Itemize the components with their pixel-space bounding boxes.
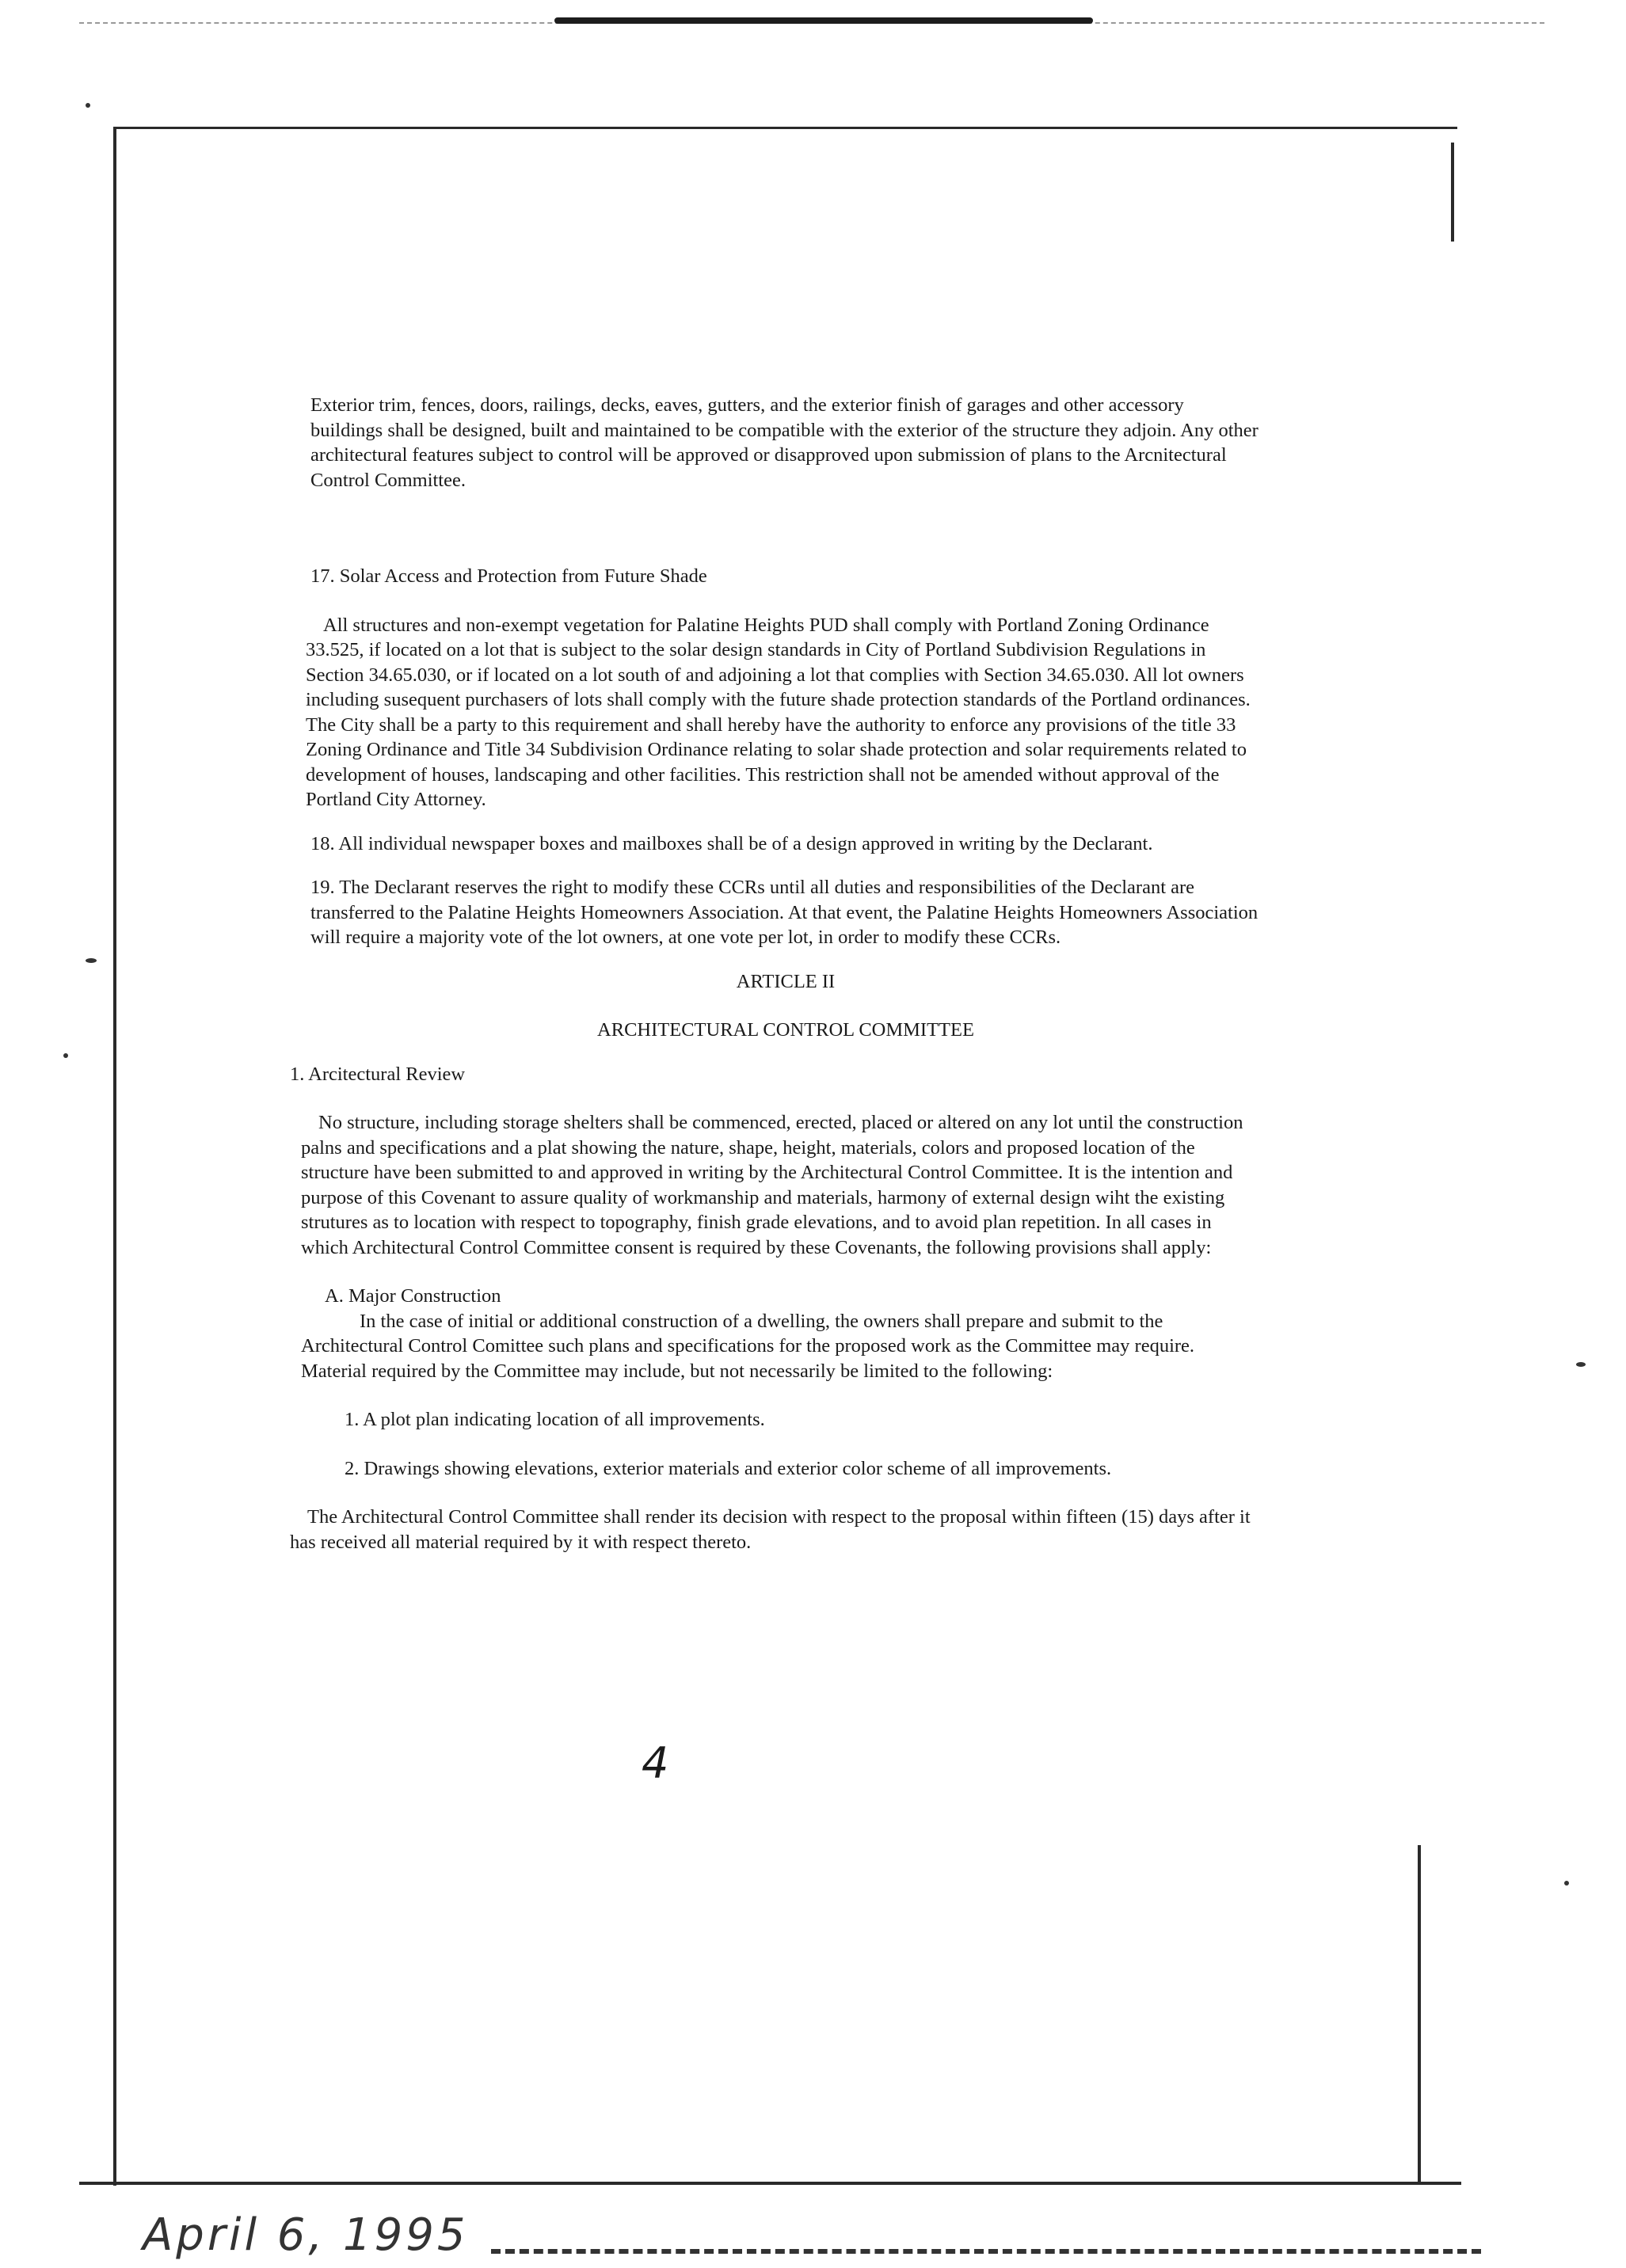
article-number: ARTICLE II	[736, 970, 836, 992]
scan-bottom-dashed-edge	[491, 2249, 1481, 2254]
article-2-section-1-body: No structure, including storage shelters shall be commenced, erected, placed or altered on any lot until the construction palns and specifications and a plat showing the nature, shape, height, materials, colors and proposed location of the structure have been submitted to and approved in writing by the Architectural Control Committee. It is the intention and purpose of this Covenant to assure quality of workmanship and materials, harmony of external design wiht the existing strutures as to location with respect to topography, finish grade elevations, and to avoid plan repetition. In all cases in which Architectural Control Committee consent is required by these Covenants, the following provisions shall apply:	[301, 1112, 1243, 1258]
section-17-heading: 17. Solar Access and Protection from Future Shade	[310, 565, 707, 587]
article-title: ARCHITECTURAL CONTROL COMMITTEE	[597, 1019, 974, 1041]
closing-paragraph: The Architectural Control Committee shall render its decision with respect to the proposal within fifteen (15) days after it has received all material required by it with respect thereto.	[290, 1506, 1251, 1553]
scan-speck	[63, 1053, 68, 1058]
article-2-section-1-heading: 1. Arcitectural Review	[290, 1063, 466, 1085]
scan-speck	[86, 103, 90, 108]
scan-top-bar	[554, 17, 1093, 24]
section-18: 18. All individual newspaper boxes and mailboxes shall be of a design approved in writing by the Declarant.	[310, 832, 1153, 854]
list-item: 1. A plot plan indicating location of all improvements.	[345, 1409, 765, 1430]
page-frame-right-top	[1451, 143, 1454, 242]
subsection-a-body: In the case of initial or additional construction of a dwelling, the owners shall prepare and submit to the Architectural Control Comittee such plans and specifications for the proposed work as the Committee may require. Material required by the Committee may include, but not necessarily be limited to the following:	[301, 1310, 1195, 1382]
page-frame-bottom	[79, 2182, 1461, 2185]
list-item: 2. Drawings showing elevations, exterior materials and exterior color scheme of all improvements.	[345, 1457, 1112, 1479]
scan-speck	[1564, 1881, 1569, 1886]
paragraph-exterior-finish: Exterior trim, fences, doors, railings, decks, eaves, gutters, and the exterior finish of garages and other accessory buildings shall be designed, built and maintained to be compatible with the exterior of the structure they adjoin. Any other architectural features subject to control will be approved or disapproved upon submission of plans to the Arcnitectural Control Committee.	[310, 394, 1259, 491]
handwritten-date: April 6, 1995	[143, 2209, 469, 2261]
scan-speck	[1576, 1362, 1586, 1367]
document-body	[290, 393, 1261, 1554]
page-frame-top	[115, 127, 1457, 129]
page-frame-right-bottom	[1418, 1845, 1421, 2182]
subsection-a-heading: A. Major Construction	[325, 1285, 501, 1307]
section-19: 19. The Declarant reserves the right to modify these CCRs until all duties and responsibilities of the Declarant are transferred to the Palatine Heights Homeowners Association. At that event, the Palatine Heights Homeowners Association will require a majority vote of the lot owners, at one vote per lot, in order to modify these CCRs.	[310, 877, 1259, 948]
page-number: 4	[642, 1738, 669, 1788]
page-frame-left	[113, 127, 116, 2186]
section-17-body: All structures and non-exempt vegetation for Palatine Heights PUD shall comply with Portland Zoning Ordinance 33.525, if located on a lot that is subject to the solar design standards in City of Portland Subdivision Regulations in Section 34.65.030, or if located on a lot south of and adjoining a lot that complies with Section 34.65.030. All lot owners including susequent purchasers of lots shall comply with the future shade protection standards of the Portland ordinances. The City shall be a party to this requirement and shall hereby have the authority to enforce any provisions of the title 33 Zoning Ordinance and Title 34 Subdivision Ordinance relating to solar shade protection and solar requirements related to development of houses, landscaping and other facilities. This restriction shall not be amended without approval of the Portland City Attorney.	[306, 614, 1251, 810]
scan-speck	[86, 958, 97, 963]
